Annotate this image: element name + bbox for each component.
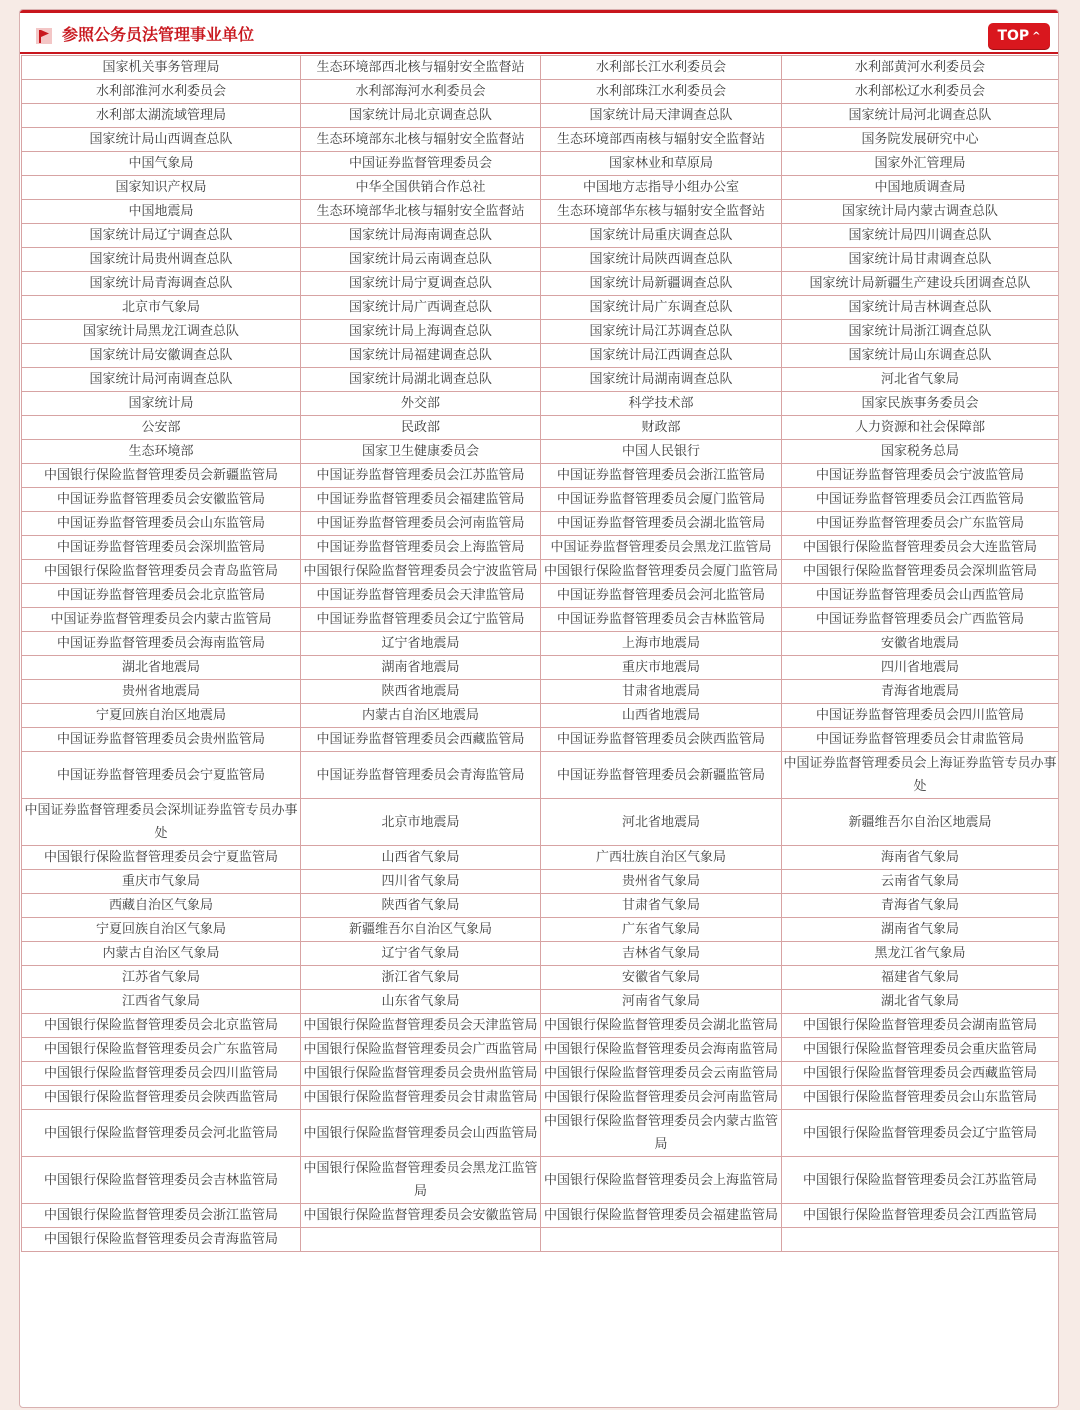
table-cell: 山东省气象局	[301, 990, 541, 1014]
table-cell: 中国证券监督管理委员会新疆监管局	[541, 752, 782, 799]
table-row	[22, 799, 1059, 846]
table-cell: 水利部太湖流域管理局	[22, 104, 301, 128]
table-cell: 水利部长江水利委员会	[541, 56, 782, 80]
table-cell: 国家统计局新疆调查总队	[541, 272, 782, 296]
top-button-label: TOP	[997, 28, 1030, 44]
table-row	[22, 560, 1059, 584]
table-cell: 河南省气象局	[541, 990, 782, 1014]
table-cell: 水利部松辽水利委员会	[782, 80, 1059, 104]
table-cell: 吉林省气象局	[541, 942, 782, 966]
table-cell: 湖南省气象局	[782, 918, 1059, 942]
table-cell: 河北省地震局	[541, 799, 782, 846]
table-cell: 中国银行保险监督管理委员会大连监管局	[782, 536, 1059, 560]
table-cell: 中国证券监督管理委员会天津监管局	[301, 584, 541, 608]
table-cell: 中国证券监督管理委员会北京监管局	[22, 584, 301, 608]
table-cell: 国家统计局山东调查总队	[782, 344, 1059, 368]
table-cell: 中国证券监督管理委员会湖北监管局	[541, 512, 782, 536]
table-cell: 中国证券监督管理委员会上海证券监管专员办事处	[782, 752, 1059, 799]
table-row	[22, 1014, 1059, 1038]
table-cell: 中国银行保险监督管理委员会重庆监管局	[782, 1038, 1059, 1062]
table-row	[22, 1062, 1059, 1086]
table-cell: 中国证券监督管理委员会山东监管局	[22, 512, 301, 536]
table-cell	[541, 1228, 782, 1252]
table-cell: 国家统计局青海调查总队	[22, 272, 301, 296]
unit-list-panel	[19, 9, 1059, 1408]
table-cell: 中国气象局	[22, 152, 301, 176]
table-cell: 海南省气象局	[782, 846, 1059, 870]
table-row	[22, 224, 1059, 248]
table-cell: 中国证券监督管理委员会河南监管局	[301, 512, 541, 536]
table-cell: 中国证券监督管理委员会广东监管局	[782, 512, 1059, 536]
table-cell: 中国银行保险监督管理委员会海南监管局	[541, 1038, 782, 1062]
table-cell: 中国银行保险监督管理委员会广西监管局	[301, 1038, 541, 1062]
table-cell: 生态环境部华东核与辐射安全监督站	[541, 200, 782, 224]
table-row	[22, 56, 1059, 80]
table-cell: 中国证券监督管理委员会深圳证券监管专员办事处	[22, 799, 301, 846]
table-cell: 江西省气象局	[22, 990, 301, 1014]
table-row	[22, 512, 1059, 536]
table-cell: 中国人民银行	[541, 440, 782, 464]
table-cell: 广东省气象局	[541, 918, 782, 942]
table-cell: 重庆市气象局	[22, 870, 301, 894]
table-cell: 国家统计局新疆生产建设兵团调查总队	[782, 272, 1059, 296]
table-cell: 辽宁省气象局	[301, 942, 541, 966]
table-cell: 中国银行保险监督管理委员会宁波监管局	[301, 560, 541, 584]
table-cell: 生态环境部西北核与辐射安全监督站	[301, 56, 541, 80]
table-row	[22, 680, 1059, 704]
table-row	[22, 344, 1059, 368]
flag-icon	[36, 28, 52, 44]
table-row	[22, 656, 1059, 680]
table-cell: 国家知识产权局	[22, 176, 301, 200]
table-cell: 中国银行保险监督管理委员会青海监管局	[22, 1228, 301, 1252]
table-cell: 宁夏回族自治区气象局	[22, 918, 301, 942]
table-cell: 中国银行保险监督管理委员会甘肃监管局	[301, 1086, 541, 1110]
table-cell: 中国证券监督管理委员会四川监管局	[782, 704, 1059, 728]
table-cell: 国家统计局河北调查总队	[782, 104, 1059, 128]
table-cell: 中国证券监督管理委员会海南监管局	[22, 632, 301, 656]
table-row	[22, 320, 1059, 344]
table-cell: 国家统计局辽宁调查总队	[22, 224, 301, 248]
table-cell: 宁夏回族自治区地震局	[22, 704, 301, 728]
table-cell: 民政部	[301, 416, 541, 440]
table-cell: 国家统计局河南调查总队	[22, 368, 301, 392]
table-cell: 国家机关事务管理局	[22, 56, 301, 80]
table-cell: 国家统计局吉林调查总队	[782, 296, 1059, 320]
table-cell: 中华全国供销合作总社	[301, 176, 541, 200]
table-cell: 安徽省地震局	[782, 632, 1059, 656]
table-cell: 国家统计局广东调查总队	[541, 296, 782, 320]
back-to-top-button[interactable]	[988, 23, 1050, 49]
table-cell: 国家统计局	[22, 392, 301, 416]
table-row	[22, 942, 1059, 966]
table-row	[22, 392, 1059, 416]
table-cell: 生态环境部	[22, 440, 301, 464]
table-row	[22, 1038, 1059, 1062]
table-cell: 广西壮族自治区气象局	[541, 846, 782, 870]
table-cell: 河北省气象局	[782, 368, 1059, 392]
table-cell: 生态环境部华北核与辐射安全监督站	[301, 200, 541, 224]
table-row	[22, 870, 1059, 894]
table-cell: 国家统计局陕西调查总队	[541, 248, 782, 272]
table-cell: 国家民族事务委员会	[782, 392, 1059, 416]
table-cell: 国家外汇管理局	[782, 152, 1059, 176]
table-cell: 生态环境部西南核与辐射安全监督站	[541, 128, 782, 152]
table-cell: 国家卫生健康委员会	[301, 440, 541, 464]
table-cell: 中国银行保险监督管理委员会湖南监管局	[782, 1014, 1059, 1038]
table-cell: 上海市地震局	[541, 632, 782, 656]
table-cell: 贵州省气象局	[541, 870, 782, 894]
table-cell: 贵州省地震局	[22, 680, 301, 704]
table-row	[22, 966, 1059, 990]
table-cell: 甘肃省气象局	[541, 894, 782, 918]
table-cell: 中国银行保险监督管理委员会安徽监管局	[301, 1204, 541, 1228]
table-cell: 西藏自治区气象局	[22, 894, 301, 918]
table-cell: 中国银行保险监督管理委员会湖北监管局	[541, 1014, 782, 1038]
table-cell: 江苏省气象局	[22, 966, 301, 990]
table-cell: 青海省地震局	[782, 680, 1059, 704]
table-row	[22, 918, 1059, 942]
chevron-up-icon: ^	[1032, 31, 1041, 42]
table-cell: 中国银行保险监督管理委员会西藏监管局	[782, 1062, 1059, 1086]
table-row	[22, 200, 1059, 224]
table-cell: 中国证券监督管理委员会江西监管局	[782, 488, 1059, 512]
table-cell: 国家统计局贵州调查总队	[22, 248, 301, 272]
table-row	[22, 176, 1059, 200]
table-cell: 生态环境部东北核与辐射安全监督站	[301, 128, 541, 152]
table-cell: 水利部淮河水利委员会	[22, 80, 301, 104]
table-row	[22, 990, 1059, 1014]
table-cell: 中国地方志指导小组办公室	[541, 176, 782, 200]
table-cell: 国家统计局江苏调查总队	[541, 320, 782, 344]
table-cell: 国家统计局湖北调查总队	[301, 368, 541, 392]
table-cell: 湖北省地震局	[22, 656, 301, 680]
table-cell: 科学技术部	[541, 392, 782, 416]
table-row	[22, 440, 1059, 464]
table-cell: 国家统计局浙江调查总队	[782, 320, 1059, 344]
table-cell: 国家统计局重庆调查总队	[541, 224, 782, 248]
table-cell: 中国证券监督管理委员会上海监管局	[301, 536, 541, 560]
table-row	[22, 608, 1059, 632]
table-cell: 国家林业和草原局	[541, 152, 782, 176]
table-cell: 中国银行保险监督管理委员会北京监管局	[22, 1014, 301, 1038]
section-header	[20, 10, 1058, 54]
table-cell: 陕西省地震局	[301, 680, 541, 704]
table-cell: 中国银行保险监督管理委员会厦门监管局	[541, 560, 782, 584]
table-cell: 国家税务总局	[782, 440, 1059, 464]
table-cell: 水利部海河水利委员会	[301, 80, 541, 104]
table-cell: 中国证券监督管理委员会深圳监管局	[22, 536, 301, 560]
table-cell: 中国证券监督管理委员会吉林监管局	[541, 608, 782, 632]
table-cell: 内蒙古自治区地震局	[301, 704, 541, 728]
table-cell: 国家统计局四川调查总队	[782, 224, 1059, 248]
table-cell: 中国证券监督管理委员会贵州监管局	[22, 728, 301, 752]
table-row	[22, 894, 1059, 918]
table-cell: 中国证券监督管理委员会黑龙江监管局	[541, 536, 782, 560]
table-row	[22, 104, 1059, 128]
table-cell: 北京市地震局	[301, 799, 541, 846]
table-row	[22, 752, 1059, 799]
table-cell	[782, 1228, 1059, 1252]
table-cell: 中国证券监督管理委员会甘肃监管局	[782, 728, 1059, 752]
table-cell: 国家统计局宁夏调查总队	[301, 272, 541, 296]
table-row	[22, 464, 1059, 488]
section-title: 参照公务员法管理事业单位	[62, 25, 255, 44]
table-cell: 重庆市地震局	[541, 656, 782, 680]
table-cell: 新疆维吾尔自治区气象局	[301, 918, 541, 942]
table-cell: 中国银行保险监督管理委员会浙江监管局	[22, 1204, 301, 1228]
table-cell: 湖南省地震局	[301, 656, 541, 680]
table-cell: 中国银行保险监督管理委员会云南监管局	[541, 1062, 782, 1086]
table-cell: 中国证券监督管理委员会西藏监管局	[301, 728, 541, 752]
table-cell: 外交部	[301, 392, 541, 416]
unit-table	[21, 55, 1059, 1252]
table-cell: 中国证券监督管理委员会浙江监管局	[541, 464, 782, 488]
table-row	[22, 488, 1059, 512]
table-cell: 中国银行保险监督管理委员会河北监管局	[22, 1110, 301, 1157]
table-cell: 中国银行保险监督管理委员会青岛监管局	[22, 560, 301, 584]
table-cell: 中国银行保险监督管理委员会江苏监管局	[782, 1157, 1059, 1204]
table-cell: 中国证券监督管理委员会青海监管局	[301, 752, 541, 799]
table-row	[22, 1204, 1059, 1228]
table-cell: 山西省地震局	[541, 704, 782, 728]
table-cell: 水利部珠江水利委员会	[541, 80, 782, 104]
table-row	[22, 416, 1059, 440]
table-row	[22, 632, 1059, 656]
table-row	[22, 296, 1059, 320]
table-cell: 四川省地震局	[782, 656, 1059, 680]
table-cell: 国家统计局海南调查总队	[301, 224, 541, 248]
table-row	[22, 152, 1059, 176]
table-cell: 国家统计局天津调查总队	[541, 104, 782, 128]
table-cell: 中国银行保险监督管理委员会陕西监管局	[22, 1086, 301, 1110]
table-cell: 中国证券监督管理委员会江苏监管局	[301, 464, 541, 488]
table-cell: 国家统计局上海调查总队	[301, 320, 541, 344]
table-cell: 黑龙江省气象局	[782, 942, 1059, 966]
table-cell: 山西省气象局	[301, 846, 541, 870]
table-cell: 中国地质调查局	[782, 176, 1059, 200]
table-cell: 中国证券监督管理委员会山西监管局	[782, 584, 1059, 608]
table-row	[22, 584, 1059, 608]
table-cell: 陕西省气象局	[301, 894, 541, 918]
table-cell: 国家统计局云南调查总队	[301, 248, 541, 272]
table-cell	[301, 1228, 541, 1252]
table-cell: 中国银行保险监督管理委员会黑龙江监管局	[301, 1157, 541, 1204]
table-cell: 中国证券监督管理委员会宁波监管局	[782, 464, 1059, 488]
table-cell: 中国银行保险监督管理委员会上海监管局	[541, 1157, 782, 1204]
table-cell: 国务院发展研究中心	[782, 128, 1059, 152]
table-cell: 中国银行保险监督管理委员会福建监管局	[541, 1204, 782, 1228]
table-cell: 国家统计局甘肃调查总队	[782, 248, 1059, 272]
table-row	[22, 80, 1059, 104]
unit-table-body	[22, 56, 1059, 1252]
table-row	[22, 272, 1059, 296]
table-row	[22, 704, 1059, 728]
table-cell: 中国证券监督管理委员会辽宁监管局	[301, 608, 541, 632]
table-row	[22, 1110, 1059, 1157]
table-cell: 水利部黄河水利委员会	[782, 56, 1059, 80]
table-row	[22, 1086, 1059, 1110]
table-row	[22, 128, 1059, 152]
table-cell: 国家统计局山西调查总队	[22, 128, 301, 152]
table-cell: 国家统计局广西调查总队	[301, 296, 541, 320]
table-row	[22, 536, 1059, 560]
table-cell: 国家统计局北京调查总队	[301, 104, 541, 128]
table-cell: 中国银行保险监督管理委员会江西监管局	[782, 1204, 1059, 1228]
table-cell: 青海省气象局	[782, 894, 1059, 918]
table-cell: 云南省气象局	[782, 870, 1059, 894]
table-cell: 中国银行保险监督管理委员会山东监管局	[782, 1086, 1059, 1110]
table-cell: 中国银行保险监督管理委员会内蒙古监管局	[541, 1110, 782, 1157]
table-cell: 国家统计局安徽调查总队	[22, 344, 301, 368]
table-cell: 新疆维吾尔自治区地震局	[782, 799, 1059, 846]
table-cell: 中国银行保险监督管理委员会贵州监管局	[301, 1062, 541, 1086]
table-cell: 财政部	[541, 416, 782, 440]
table-cell: 中国证券监督管理委员会	[301, 152, 541, 176]
table-cell: 中国银行保险监督管理委员会深圳监管局	[782, 560, 1059, 584]
table-cell: 中国银行保险监督管理委员会新疆监管局	[22, 464, 301, 488]
table-cell: 中国银行保险监督管理委员会辽宁监管局	[782, 1110, 1059, 1157]
table-cell: 中国银行保险监督管理委员会四川监管局	[22, 1062, 301, 1086]
table-cell: 辽宁省地震局	[301, 632, 541, 656]
table-cell: 四川省气象局	[301, 870, 541, 894]
table-cell: 公安部	[22, 416, 301, 440]
table-cell: 中国证券监督管理委员会安徽监管局	[22, 488, 301, 512]
table-cell: 安徽省气象局	[541, 966, 782, 990]
table-cell: 人力资源和社会保障部	[782, 416, 1059, 440]
table-row	[22, 248, 1059, 272]
table-cell: 中国证券监督管理委员会陕西监管局	[541, 728, 782, 752]
table-row	[22, 368, 1059, 392]
table-cell: 国家统计局江西调查总队	[541, 344, 782, 368]
table-cell: 中国证券监督管理委员会河北监管局	[541, 584, 782, 608]
table-cell: 中国地震局	[22, 200, 301, 224]
table-cell: 中国证券监督管理委员会宁夏监管局	[22, 752, 301, 799]
table-cell: 国家统计局福建调查总队	[301, 344, 541, 368]
table-cell: 国家统计局湖南调查总队	[541, 368, 782, 392]
table-row	[22, 728, 1059, 752]
table-cell: 中国银行保险监督管理委员会天津监管局	[301, 1014, 541, 1038]
table-cell: 中国证券监督管理委员会厦门监管局	[541, 488, 782, 512]
table-cell: 中国证券监督管理委员会内蒙古监管局	[22, 608, 301, 632]
table-cell: 中国银行保险监督管理委员会山西监管局	[301, 1110, 541, 1157]
table-row	[22, 1228, 1059, 1252]
table-cell: 湖北省气象局	[782, 990, 1059, 1014]
table-cell: 甘肃省地震局	[541, 680, 782, 704]
table-cell: 中国银行保险监督管理委员会河南监管局	[541, 1086, 782, 1110]
table-cell: 中国银行保险监督管理委员会吉林监管局	[22, 1157, 301, 1204]
table-row	[22, 1157, 1059, 1204]
table-row	[22, 846, 1059, 870]
table-cell: 中国证券监督管理委员会广西监管局	[782, 608, 1059, 632]
table-cell: 中国证券监督管理委员会福建监管局	[301, 488, 541, 512]
table-cell: 中国银行保险监督管理委员会广东监管局	[22, 1038, 301, 1062]
table-cell: 内蒙古自治区气象局	[22, 942, 301, 966]
table-cell: 福建省气象局	[782, 966, 1059, 990]
table-cell: 中国银行保险监督管理委员会宁夏监管局	[22, 846, 301, 870]
table-cell: 北京市气象局	[22, 296, 301, 320]
table-cell: 国家统计局内蒙古调查总队	[782, 200, 1059, 224]
table-cell: 国家统计局黑龙江调查总队	[22, 320, 301, 344]
table-cell: 浙江省气象局	[301, 966, 541, 990]
